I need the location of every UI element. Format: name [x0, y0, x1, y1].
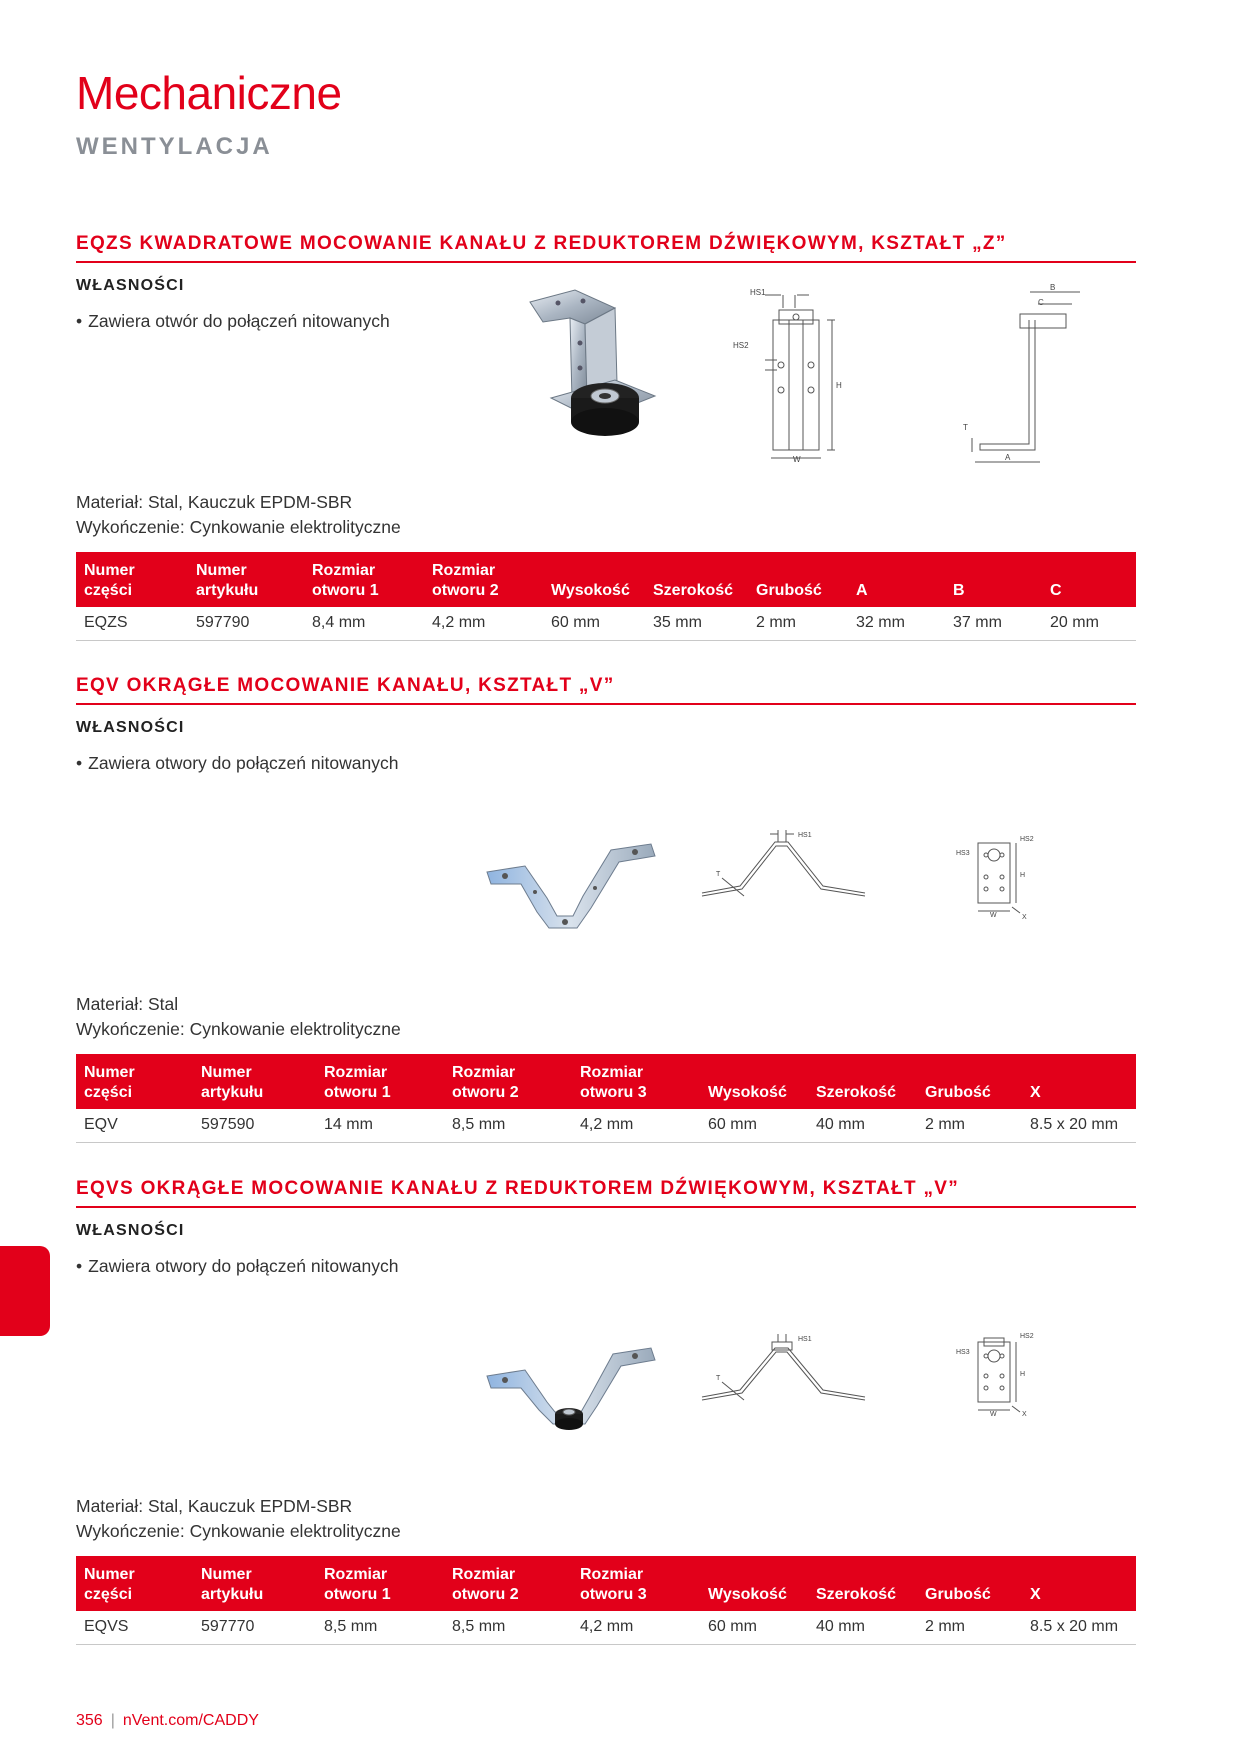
feature-bullet: • Zawiera otwory do połączeń nitowanych	[76, 1256, 399, 1276]
page-subtitle: WENTYLACJA	[76, 133, 273, 160]
eqzs-product-image	[525, 288, 655, 458]
col-header: Rozmiar otworu 3	[572, 1054, 700, 1109]
section-heading-eqvs: EQVS OKRĄGŁE MOCOWANIE KANAŁU Z REDUKTOREM DŹWIĘKOWYM, KSZTAŁT „V”	[76, 1178, 1136, 1208]
feature-text: Zawiera otwory do połączeń nitowanych	[88, 753, 399, 773]
col-header: Numer części	[76, 1054, 193, 1109]
table-cell: 4,2 mm	[572, 1611, 700, 1645]
col-header: Grubość	[917, 1054, 1022, 1109]
label-hs1: HS1	[750, 288, 766, 297]
col-header: X	[1022, 1054, 1136, 1109]
feature-bullet: • Zawiera otwór do połączeń nitowanych	[76, 311, 390, 331]
section-heading-eqv: EQV OKRĄGŁE MOCOWANIE KANAŁU, KSZTAŁT „V”	[76, 675, 1136, 705]
table-header-row	[76, 552, 1136, 607]
table-row	[76, 1109, 1136, 1143]
col-header: Grubość	[748, 552, 848, 607]
label-hs3: HS3	[956, 850, 970, 857]
col-header: Szerokość	[645, 552, 748, 607]
label-hs2: HS2	[1020, 1333, 1034, 1340]
properties-label: WŁASNOŚCI	[76, 1222, 185, 1239]
eqvs-front-drawing	[950, 1332, 1050, 1417]
table-cell: 40 mm	[808, 1611, 917, 1645]
feature-text: Zawiera otwór do połączeń nitowanych	[88, 311, 390, 331]
table-cell: 2 mm	[748, 607, 848, 641]
material-block	[76, 490, 401, 540]
col-header: C	[1042, 552, 1136, 607]
eqzs-side-drawing	[960, 280, 1090, 460]
label-hs2: HS2	[1020, 836, 1034, 843]
label-h: H	[1020, 872, 1026, 879]
table-cell: 4,2 mm	[424, 607, 543, 641]
label-hs1: HS1	[798, 1336, 812, 1343]
label-h: H	[1020, 1371, 1026, 1378]
col-header: Rozmiar otworu 2	[444, 1556, 572, 1611]
table-row	[76, 607, 1136, 641]
col-header: Rozmiar otworu 2	[444, 1054, 572, 1109]
label-b: B	[1050, 283, 1056, 292]
footer-separator: |	[110, 1712, 115, 1729]
spec-table-eqv	[76, 1054, 1136, 1143]
col-header: B	[945, 552, 1042, 607]
material-block	[76, 992, 401, 1042]
col-header: Wysokość	[700, 1054, 808, 1109]
table-cell: 4,2 mm	[572, 1109, 700, 1143]
spec-table-eqvs	[76, 1556, 1136, 1645]
table-row	[76, 1611, 1136, 1645]
table-cell: 35 mm	[645, 607, 748, 641]
table-header-row	[76, 1054, 1136, 1109]
table-cell: 40 mm	[808, 1109, 917, 1143]
feature-text: Zawiera otwory do połączeń nitowanych	[88, 1256, 399, 1276]
col-header: Rozmiar otworu 1	[316, 1054, 444, 1109]
page-number: 356	[76, 1712, 103, 1729]
table-cell: 597770	[193, 1611, 316, 1645]
label-x: X	[1022, 914, 1027, 921]
label-x: X	[1022, 1411, 1027, 1418]
page-title: Mechaniczne	[76, 67, 342, 119]
col-header: Rozmiar otworu 1	[304, 552, 424, 607]
finish-text: Wykończenie: Cynkowanie elektrolityczne	[76, 1019, 401, 1039]
material-text: Materiał: Stal, Kauczuk EPDM-SBR	[76, 492, 353, 512]
col-header: Rozmiar otworu 2	[424, 552, 543, 607]
label-w: W	[990, 1411, 997, 1418]
section-heading-eqzs: EQZS KWADRATOWE MOCOWANIE KANAŁU Z REDUKTOREM DŹWIĘKOWYM, KSZTAŁT „Z”	[76, 233, 1136, 263]
table-cell: 8,5 mm	[444, 1611, 572, 1645]
col-header: Rozmiar otworu 3	[572, 1556, 700, 1611]
col-header: Numer artykułu	[188, 552, 304, 607]
col-header: X	[1022, 1556, 1136, 1611]
col-header: Szerokość	[808, 1054, 917, 1109]
table-cell: 60 mm	[700, 1109, 808, 1143]
table-cell: 32 mm	[848, 607, 945, 641]
col-header: Wysokość	[543, 552, 645, 607]
table-cell: 60 mm	[543, 607, 645, 641]
label-t: T	[716, 1375, 721, 1382]
col-header: Numer artykułu	[193, 1556, 316, 1611]
properties-label: WŁASNOŚCI	[76, 719, 185, 736]
label-hs3: HS3	[956, 1349, 970, 1356]
col-header: Numer części	[76, 552, 188, 607]
label-t: T	[963, 423, 968, 432]
eqv-front-drawing	[950, 835, 1050, 920]
eqzs-front-drawing	[735, 290, 855, 465]
col-header: Grubość	[917, 1556, 1022, 1611]
footer-link[interactable]: nVent.com/CADDY	[122, 1712, 259, 1729]
table-header-row	[76, 1556, 1136, 1611]
material-block	[76, 1494, 401, 1544]
table-cell: EQV	[76, 1109, 193, 1143]
table-cell: 37 mm	[945, 607, 1042, 641]
col-header: A	[848, 552, 945, 607]
table-cell: 8,5 mm	[316, 1611, 444, 1645]
label-w: W	[990, 912, 997, 919]
table-cell: 597790	[188, 607, 304, 641]
table-cell: 8,4 mm	[304, 607, 424, 641]
col-header: Numer części	[76, 1556, 193, 1611]
label-a: A	[1005, 453, 1011, 462]
label-c: C	[1038, 298, 1044, 307]
table-cell: 2 mm	[917, 1611, 1022, 1645]
col-header: Numer artykułu	[193, 1054, 316, 1109]
col-header: Rozmiar otworu 1	[316, 1556, 444, 1611]
label-w: W	[793, 455, 801, 464]
table-cell: 597590	[193, 1109, 316, 1143]
table-cell: 14 mm	[316, 1109, 444, 1143]
table-cell: 8,5 mm	[444, 1109, 572, 1143]
table-cell: 2 mm	[917, 1109, 1022, 1143]
properties-label: WŁASNOŚCI	[76, 277, 185, 294]
label-hs2: HS2	[733, 341, 749, 350]
label-hs1: HS1	[798, 832, 812, 839]
material-text: Materiał: Stal	[76, 994, 179, 1014]
spec-table-eqzs	[76, 552, 1136, 641]
col-header: Wysokość	[700, 1556, 808, 1611]
eqv-product-image	[485, 838, 655, 928]
page-footer	[76, 1712, 259, 1730]
eqv-profile-drawing	[700, 828, 870, 903]
table-cell: 20 mm	[1042, 607, 1136, 641]
material-text: Materiał: Stal, Kauczuk EPDM-SBR	[76, 1496, 353, 1516]
label-h: H	[836, 381, 842, 390]
label-t: T	[716, 871, 721, 878]
table-cell: 8.5 x 20 mm	[1022, 1611, 1136, 1645]
table-cell: EQZS	[76, 607, 188, 641]
finish-text: Wykończenie: Cynkowanie elektrolityczne	[76, 1521, 401, 1541]
eqvs-profile-drawing	[700, 1332, 870, 1407]
section-tab-marker	[0, 1246, 50, 1336]
col-header: Szerokość	[808, 1556, 917, 1611]
table-cell: 8.5 x 20 mm	[1022, 1109, 1136, 1143]
eqvs-product-image	[485, 1342, 655, 1432]
table-cell: 60 mm	[700, 1611, 808, 1645]
finish-text: Wykończenie: Cynkowanie elektrolityczne	[76, 517, 401, 537]
feature-bullet: • Zawiera otwory do połączeń nitowanych	[76, 753, 399, 773]
table-cell: EQVS	[76, 1611, 193, 1645]
